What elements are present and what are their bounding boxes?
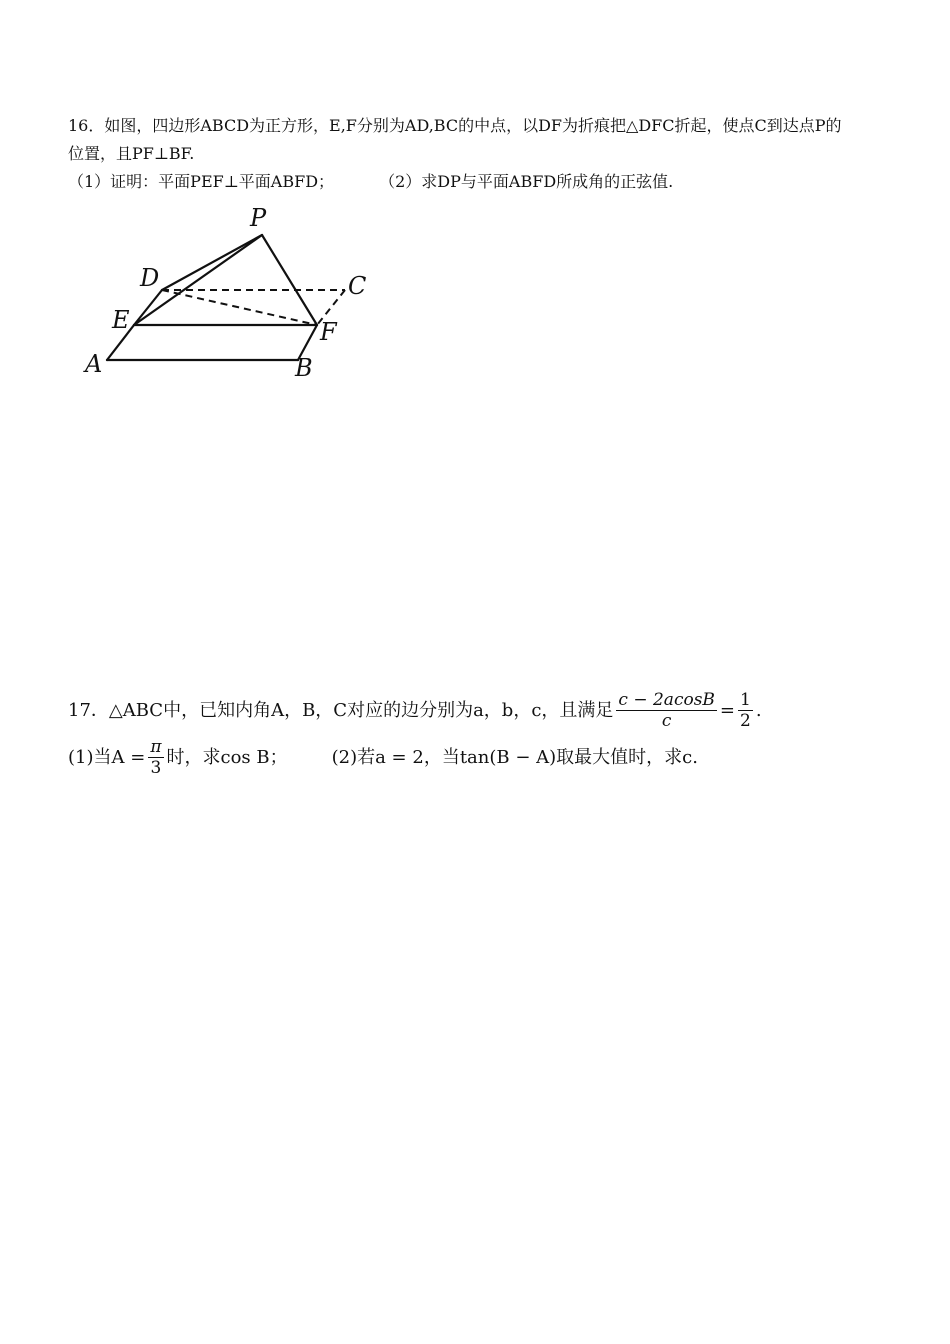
label-C: C — [348, 272, 367, 300]
folded-square-diagram — [80, 200, 390, 390]
problem-16-question-2: （2）求DP与平面ABFD所成角的正弦值. — [379, 172, 674, 191]
problem-17-intro: 17．△ABC中，已知内角A，B，C对应的边分别为a，b，c，且满足 — [68, 699, 614, 721]
problem-16-line-1: 16．如图，四边形ABCD为正方形，E,F分别为AD,BC的中点，以DF为折痕把△DFC折起，使点C到达点P的 — [68, 116, 842, 135]
fraction-denominator: c — [661, 711, 672, 731]
problem-16-questions — [68, 168, 908, 196]
dashed-DF — [162, 290, 317, 325]
problem-17-question-1-prefix: (1)当A = — [68, 746, 146, 768]
three-denominator: 3 — [150, 758, 162, 778]
label-P: P — [250, 204, 267, 232]
edge-PD — [162, 235, 262, 290]
label-B: B — [295, 354, 313, 382]
statement-period: . — [755, 699, 762, 721]
pi-over-three-fraction — [148, 737, 163, 778]
half-denominator: 2 — [740, 711, 751, 731]
label-A: A — [85, 350, 103, 378]
problem-17-question-1-suffix: 时，求cos B； — [166, 746, 288, 768]
one-half-fraction — [738, 690, 753, 731]
equals-sign: = — [719, 699, 736, 721]
problem-17-questions — [68, 737, 908, 778]
problem-16 — [68, 112, 908, 196]
problem-17-condition-fraction — [616, 690, 717, 731]
edge-PF — [262, 235, 317, 325]
half-numerator: 1 — [740, 690, 751, 710]
problem-16-question-1: （1）证明：平面PEF⊥平面ABFD； — [68, 172, 335, 191]
problem-17 — [68, 690, 908, 778]
fraction-numerator: c − 2acosB — [618, 690, 715, 710]
problem-16-line-2: 位置，且PF⊥BF. — [68, 144, 195, 163]
pi-numerator: π — [150, 737, 162, 757]
problem-17-statement — [68, 690, 908, 731]
problem-17-question-2: (2)若a = 2，当tan(B − A)取最大值时，求c. — [331, 746, 698, 768]
label-D: D — [140, 264, 160, 292]
label-F: F — [320, 318, 337, 346]
label-E: E — [112, 306, 130, 334]
problem-16-figure — [80, 200, 390, 390]
